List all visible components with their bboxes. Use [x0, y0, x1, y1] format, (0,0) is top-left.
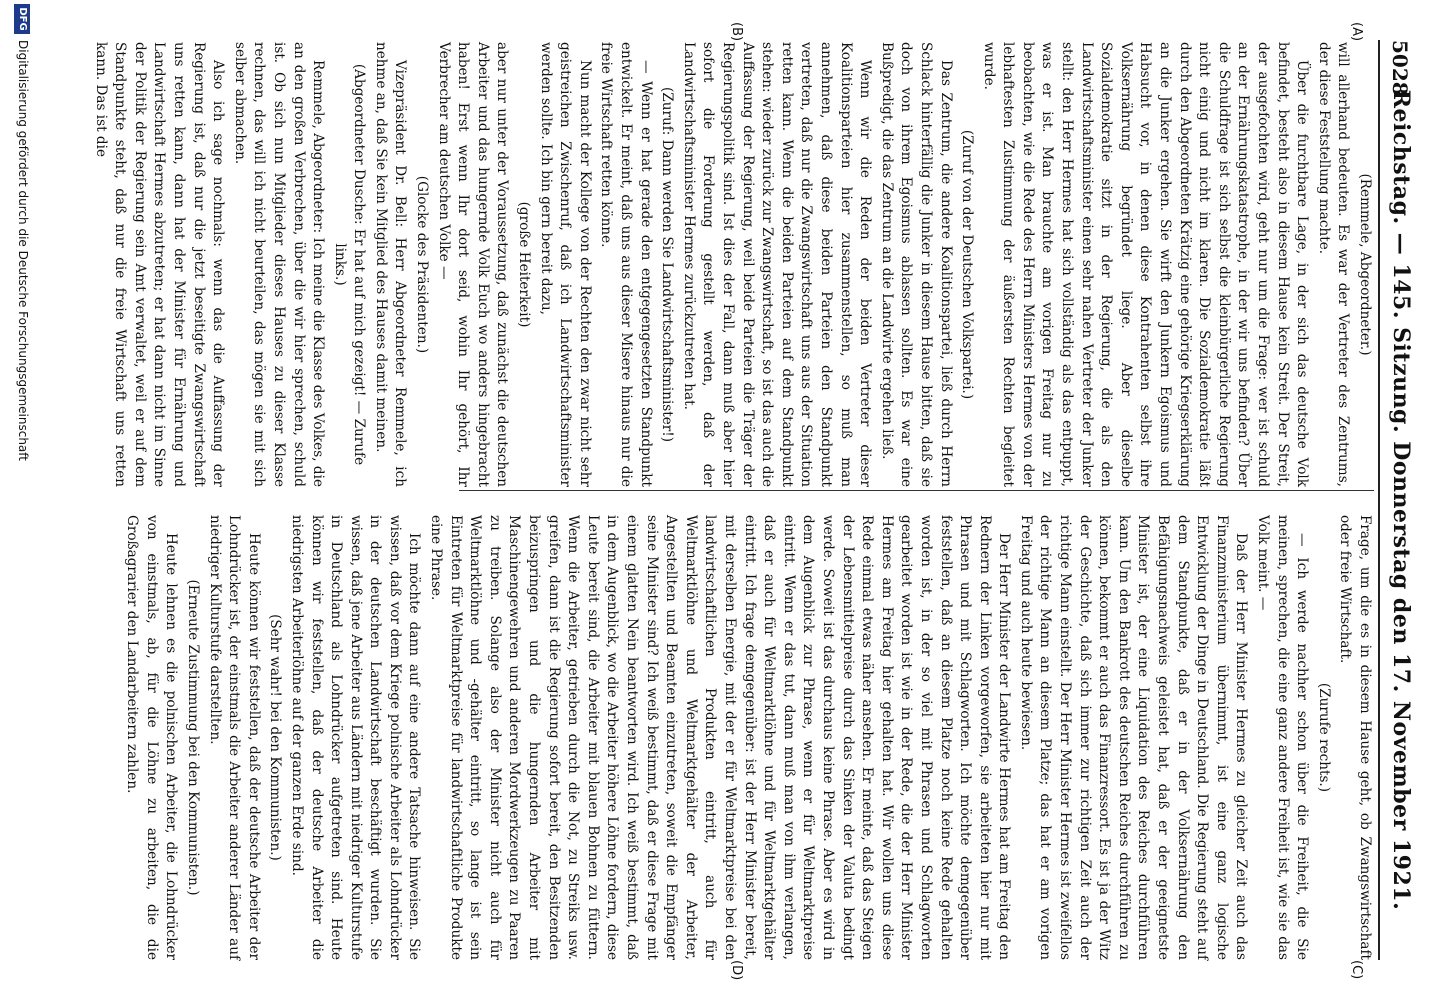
left-column	[88, 42, 1374, 487]
interjection: (Glocke des Präsidenten.)	[414, 175, 431, 354]
interjection: (große Heiterkeit)	[516, 201, 533, 328]
paragraph: Vizepräsident Dr. Bell: Herr Abgeordneter Remmele, ich nehme an, daß Sie kein Mitglied des Hauses damit meinen.	[372, 42, 409, 487]
interjection: (Abgeordneter Dusche: Er hat auf mich gezeigt! — Zurufe links.)	[331, 63, 368, 466]
interjection: (Sehr wahr! bei den Kommunisten.)	[267, 614, 284, 861]
margin-marker-b: (B)	[729, 22, 744, 42]
paragraph: Nun macht der Kollege von der Rechten den zwar nicht sehr geistreichen Zwischenruf, daß ich Landwirtschaftsminister werden sollte. Ich bin gern bereit dazu,	[537, 42, 593, 487]
paragraph: Der Herr Minister der Landwirte Hermes hat am Freitag den Rednern der Linken vorgeworfen, sie arbeiteten hier nur mit Phrasen und mit Schlagworten. Ich möchte demgegenüber feststellen, daß an diesem Platze noch keine Rede gehalten worden ist, in der so viel mit Phrasen und Schlagworten gearbeitet worden ist wie in der Rede, die der Herr Minister Hermes am Freitag hier gehalten hat. Wir wollen uns diese Rede einmal etwas näher ansehen. Er meinte, daß das Steigen der Lebensmittelpreise durch das Sinken der Valuta bedingt werde. Soweit ist das durchaus keine Phrase. Aber es wird in dem Augenblick zur Phrase, wenn er für Weltmarktpreise eintritt. Wenn er das tut, dann muß man von ihm verlangen, daß er auch für Weltmarktlöhne und für Weltmarktgehälter eintritt. Ich frage demgegenüber: ist der Herr Minister bereit, mit derselben Energie, mit der er für Weltmarktpreise bei den landwirtschaftlichen Produkten eintritt, auch für Weltmarktlöhne und Weltmarktgehälter der Arbeiter, Angestellten und Beamten einzutreten, soweit die Empfänger seine Minister sind? Ich weiß bestimmt, daß er diese Frage mit einem glatten Nein beantworten wird. Ich weiß bestimmt, daß in dem Augenblick, wo die Arbeiter höhere Löhne fordern, diese Leute bereit sind, die Arbeiter mit blauen Bohnen zu füttern. Wenn die Arbeiter, getrieben durch die Not, zu Streiks usw. greifen, dann ist die Regierung sofort bereit, den Besitzenden beizuspringen und die hungernden Arbeiter mit Maschinengewehren und anderen Mordwerkzeugen zu Paaren zu treiben. Solange also der Minister nicht auch für Weltmarktlöhne und -gehälter eintritt, so lange ist sein Eintreten für Weltmarktpreise für landwirtschaftliche Produkte eine Phrase.	[428, 515, 1013, 960]
speaker-heading: (Remmele, Abgeordneter.)	[1357, 173, 1373, 356]
interjection: (Zurufe rechts.)	[1315, 682, 1332, 793]
right-column	[120, 515, 1374, 960]
margin-marker-d: (D)	[729, 960, 744, 981]
paragraph: aber nur unter der Voraussetzung, daß zunächst die deutschen Arbeiter und das hungernde Volk Euch wo anders hingebracht haben! Erst wenn Ihr dort seid, wohin Ihr gehört, Ihr Verbrecher am deutschen Volke —	[435, 42, 511, 487]
paragraph: — Wenn er hat gerade den entgegengesetzten Standpunkt entwickelt. Er meint, daß uns aus dieser Misere hinaus nur die freie Wirtschaft retten könne.	[598, 42, 654, 487]
paragraph: Das Zentrum, die andere Koalitionspartei, ließ durch Herrn Schlack hinterfällig die Junker in diesem Hause bitten, daß sie doch von ihrem Egoismus ablassen sollten. Es war eine Bußpredigt, die das Zentrum an die Landwirte ergehen ließ.	[878, 42, 954, 487]
paragraph: Heute können wir feststellen, daß der deutsche Arbeiter der Lohndrücker ist, der einstmals die Arbeiter anderer Länder auf niedriger Kulturstufe darstellten.	[206, 515, 262, 960]
dfg-logo: DFG	[14, 4, 30, 34]
interjection: (Zuruf: Dann werden Sie Landwirtschaftsminister!)	[659, 86, 676, 443]
paragraph: Über die furchtbare Lage, in der sich das deutsche Volk befindet, besteht also in diesem Hause kein Streit. Der Streit, der ausgefochten wird, geht nur um die Frage: wer ist schuld an der Ernährungskatastrophe, in der wir uns befinden? Über die Schuldfrage ist sich selbst die kleinbürgerliche Regierung nicht einig und nicht im klaren. Die Sozialdemokratie läßt durch den Abgeordneten Krätzig eine gehörige Kriegserklärung an die Junker ergehen. Sie wirft den Junkern Egoismus und Habsucht vor, in denen diese Kontrahenten selbst ihre Volksernährung begründet liege. Aber dieselbe Sozialdemokratie sitzt in der Regierung, die als den Landwirtschaftsminister einen sehr nahen Vertreter der Junker stellt: den Herr Hermes hat sich vollständig als das entpuppt, was er ist. Man brauchte am vorigen Freitag nur zu beobachten, wie die Rede des Herrn Ministers Hermes von der lebhaftesten Zustimmung der äußersten Rechten begleitet wurde.	[980, 42, 1311, 487]
margin-marker-a: (A)	[1349, 22, 1364, 42]
page-footer	[6, 0, 36, 1000]
page-number: 5028	[1388, 40, 1412, 96]
page-title: Reichstag. — 145. Sitzung. Donnerstag den 17. November 1921.	[1388, 89, 1414, 911]
funding-credit: Digitalisierung gefördert durch die Deutsche Forschungsgemeinschaft	[16, 40, 30, 462]
interjection: (Erneute Zustimmung bei den Kommunisten.)	[184, 579, 201, 896]
paragraph: Heute lehnen es die polnischen Arbeiter, die Lohndrücker von einstmals, ab, für die Löhne zu arbeiten, die die Großagrarier den Landarbeitern zahlen.	[124, 515, 180, 960]
paragraph: — Ich werde nachher schon über die Freiheit, die Sie meinen, sprechen, die eine ganz andere Freiheit ist, wie sie das Volk meint. —	[1255, 515, 1311, 960]
margin-marker-c: (C)	[1349, 960, 1364, 980]
paragraph: Daß der Herr Minister Hermes zu gleicher Zeit auch das Finanzministerium übernimmt, ist eine ganz logische Entwicklung der Dinge in Deutschland. Die Regierung steht auf dem Standpunkte, daß er in der Volksernährung den Befähigungsnachweis geleistet hat, daß er der geeignetste Minister ist, der eine Liquidation des Reiches durchführen kann. Um den Bankrott des deutschen Reiches durchführen zu können, bekommt er auch das Finanzressort. Es ist ja der Witz der Geschichte, daß sich immer zur richtigen Zeit auch der richtige Mann einstellt. Der Herr Minister Hermes ist zweifellos der richtige Mann an diesem Platze; das hat er am vorigen Freitag und auch heute bewiesen.	[1017, 515, 1250, 960]
column-divider	[459, 490, 1374, 491]
paragraph: will allerhand bedeuten. Es war der Vertreter des Zentrums, der diese Feststellung machte.	[1315, 42, 1352, 487]
interjection: (Zuruf von der Deutschen Volkspartei.)	[959, 129, 976, 400]
paragraph: Remmele, Abgeordneter: Ich meine die Klasse des Volkes, die an den großen Verbrechen, über die wir hier sprechen, schuld ist. Ob sich nun Mitglieder dieses Hauses zu dieser Klasse rechnen, das will ich nicht beurteilen, das mögen sie mit sich selber abmachen.	[231, 42, 327, 487]
paragraph: Also ich sage nochmals: wenn das die Auffassung der Regierung ist, daß nur die jetzt beseitigte Zwangswirtschaft uns retten kann, dann hat der Minister für Ernährung und Landwirtschaft Hermes abzutreten; er hat dann nicht im Sinne der Politik der Regierung sein Amt verwaltet, weil er auf dem Standpunkte steht, daß nur die freie Wirtschaft uns retten kann. Das ist die	[92, 42, 227, 487]
paragraph: Frage, um die es in diesem Hause geht, ob Zwangswirtschaft oder freie Wirtschaft.	[1337, 515, 1373, 960]
page-header	[1378, 40, 1420, 960]
paragraph: Wenn wir die Reden der beiden Vertreter dieser Koalitionsparteien hier zusammenstellen, so muß man annehmen, daß diese beiden Parteien den Standpunkt vertreten, daß nur die Zwangswirtschaft uns aus der Situation retten kann. Wenn die beiden Parteien auf dem Standpunkt stehen: wieder zurück zur Zwangswirtschaft, so ist das auch die Auffassung der Regierung, weil beide Parteien die Träger der Regierungspolitik sind. Ist dies der Fall, dann muß aber hier sofort die Forderung gestellt werden, daß der Landwirtschaftsminister Hermes zurückzutreten hat.	[680, 42, 874, 487]
paragraph: Ich möchte dann auf eine andere Tatsache hinweisen. Sie wissen, daß vor dem Kriege polnische Arbeiter als Lohndrücker in der deutschen Landwirtschaft beschäftigt wurden. Sie wissen, daß jene Arbeiter aus Ländern mit niedriger Kulturstufe in Deutschland als Lohndrücker aufgetreten sind. Heute können wir feststellen, daß der deutsche Arbeiter die niedrigsten Arbeiterlöhne auf der ganzen Erde sind.	[288, 515, 423, 960]
